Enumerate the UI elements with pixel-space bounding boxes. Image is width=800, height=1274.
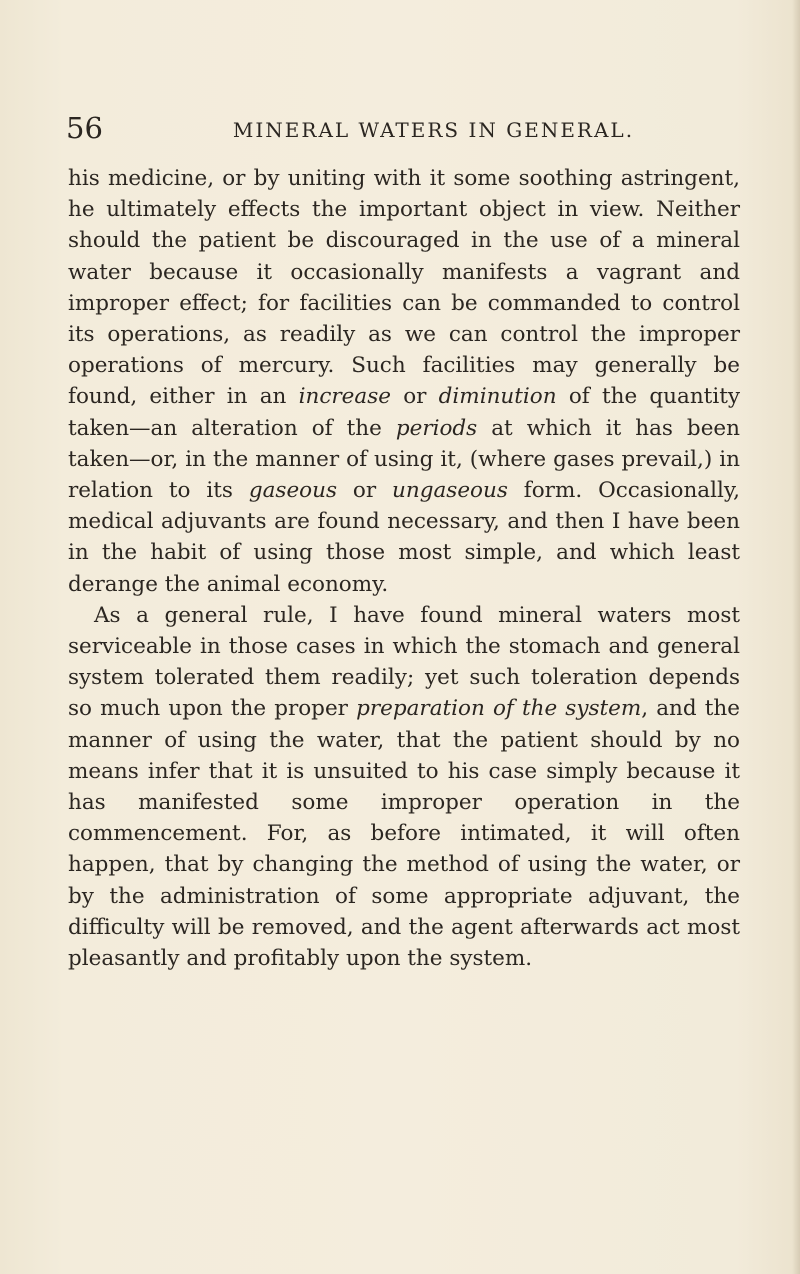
paragraph [68, 163, 740, 600]
page-number: 56 [66, 111, 103, 145]
italic-segment: gaseous [248, 478, 337, 504]
running-head: MINERAL WATERS IN GENERAL. [232, 118, 635, 142]
italic-segment: periods [395, 415, 478, 441]
text-segment: his medicine, or by uniting with it some soothing astringent, he ultimately effects the important object in view. Neither should the patient be discouraged in the use of a mineral water because it occasionally manifests a vagrant and improper effect; for facilities can be commanded to control its operations, as readily as we can control the improper operations of mercury. Such facilities may generally be found, either in an [68, 166, 740, 410]
italic-segment: increase [298, 384, 391, 410]
page-header [66, 110, 741, 150]
text-segment: or [337, 478, 393, 504]
text-segment: of the quantity taken—an alteration of the [68, 384, 740, 441]
italic-segment: diminution [438, 384, 557, 410]
body-text [68, 163, 740, 974]
text-segment: , and the manner of using the water, that the patient should by no means infer that it is unsuited to his case simply because it has manifested some improper operation in the commencement. For, as before intimated, it will often happen, that by changing the method of using the water, or by the administration of some appropriate adjuvant, the difficulty will be removed, and the agent afterwards act most pleasantly and profitably upon the system. [68, 696, 740, 972]
text-segment: at which it has been taken—or, in the manner of using it, (where gases prevail,) in relation to its [68, 415, 740, 504]
italic-segment: ungaseous [392, 478, 508, 504]
text-segment: or [390, 384, 439, 410]
paragraph [68, 600, 740, 974]
page-edge-shadow [792, 0, 800, 1274]
text-segment: As a general rule, I have found mineral waters most serviceable in those cases in which the stomach and general system tolerated them readily; yet such toleration depends so much upon the proper [68, 602, 740, 722]
italic-segment: preparation of the system [356, 696, 642, 722]
text-segment: form. Occasionally, medical adjuvants are found necessary, and then I have been in the habit of using those most simple, and which least derange the animal economy. [68, 478, 740, 597]
